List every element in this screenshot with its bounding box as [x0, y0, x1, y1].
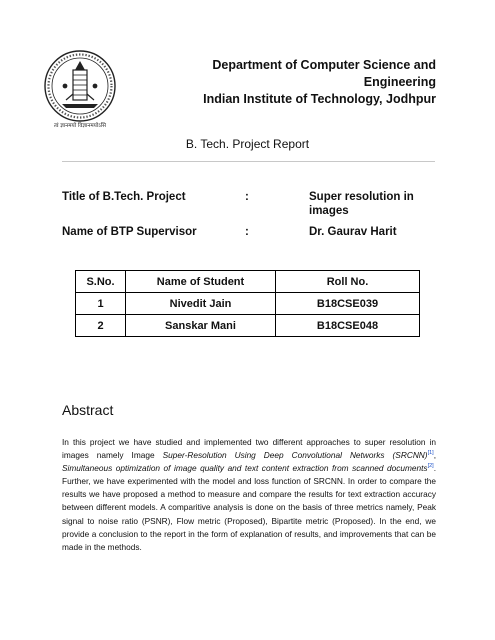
table-row — [76, 315, 420, 337]
cell-sno: 2 — [76, 315, 126, 337]
supervisor-colon: : — [245, 226, 249, 238]
abstract-heading: Abstract — [62, 402, 114, 418]
cell-sno: 1 — [76, 293, 126, 315]
logo-motto: त्वं ज्ञानमयो विज्ञानमयोऽसि — [53, 123, 107, 129]
header-student-name: Name of Student — [126, 271, 276, 293]
abstract-body — [62, 436, 436, 554]
cell-student-name: Nivedit Jain — [126, 293, 276, 315]
citation-2-link[interactable]: [2] — [427, 463, 434, 470]
cell-roll-no: B18CSE039 — [276, 293, 420, 315]
abstract-text-part2: . Further, we have experimented with the model and loss function of SRCNN. In order to compare the results we have proposed a method to measure and compare the results for text extraction accuracy between different models. A comparitive analysis is done on the basis of three metrics namely, Peak signal to noise ratio (PSNR), Flow metric (Proposed), Bipartite metric (Proposed). In the end, we provide a conclusion to the report in the form of explanation of results, and improvements that can be made in the methods. — [62, 463, 436, 552]
project-title-colon: : — [245, 191, 249, 203]
header-roll-no: Roll No. — [276, 271, 420, 293]
horizontal-rule — [62, 161, 435, 162]
supervisor-label: Name of BTP Supervisor — [62, 226, 197, 238]
institution-header — [150, 57, 436, 108]
institute-name: Indian Institute of Technology, Jodhpur — [203, 92, 436, 106]
students-table — [75, 270, 420, 337]
table-row — [76, 293, 420, 315]
department-name: Department of Computer Science and Engineering — [212, 58, 436, 89]
project-title-label: Title of B.Tech. Project — [62, 191, 186, 203]
project-title-value: Super resolution in images — [309, 191, 414, 217]
report-type: B. Tech. Project Report — [185, 137, 310, 151]
header-sno: S.No. — [76, 271, 126, 293]
reference-1-title: Super-Resolution Using Deep Convolutional Networks (SRCNN) — [162, 450, 428, 461]
institute-logo — [40, 48, 120, 134]
abstract-separator: , — [433, 450, 437, 461]
cell-roll-no: B18CSE048 — [276, 315, 420, 337]
reference-2-title: Simultaneous optimization of image quality and text content extraction from scanned documents — [62, 463, 428, 474]
supervisor-value: Dr. Gaurav Harit — [309, 226, 397, 238]
citation-1-link[interactable]: [1] — [427, 450, 434, 457]
abstract-text-part1: In this project we have studied and implemented two different approaches to super resolution in images namely Image — [62, 437, 436, 461]
table-header-row — [76, 271, 420, 293]
cell-student-name: Sanskar Mani — [126, 315, 276, 337]
